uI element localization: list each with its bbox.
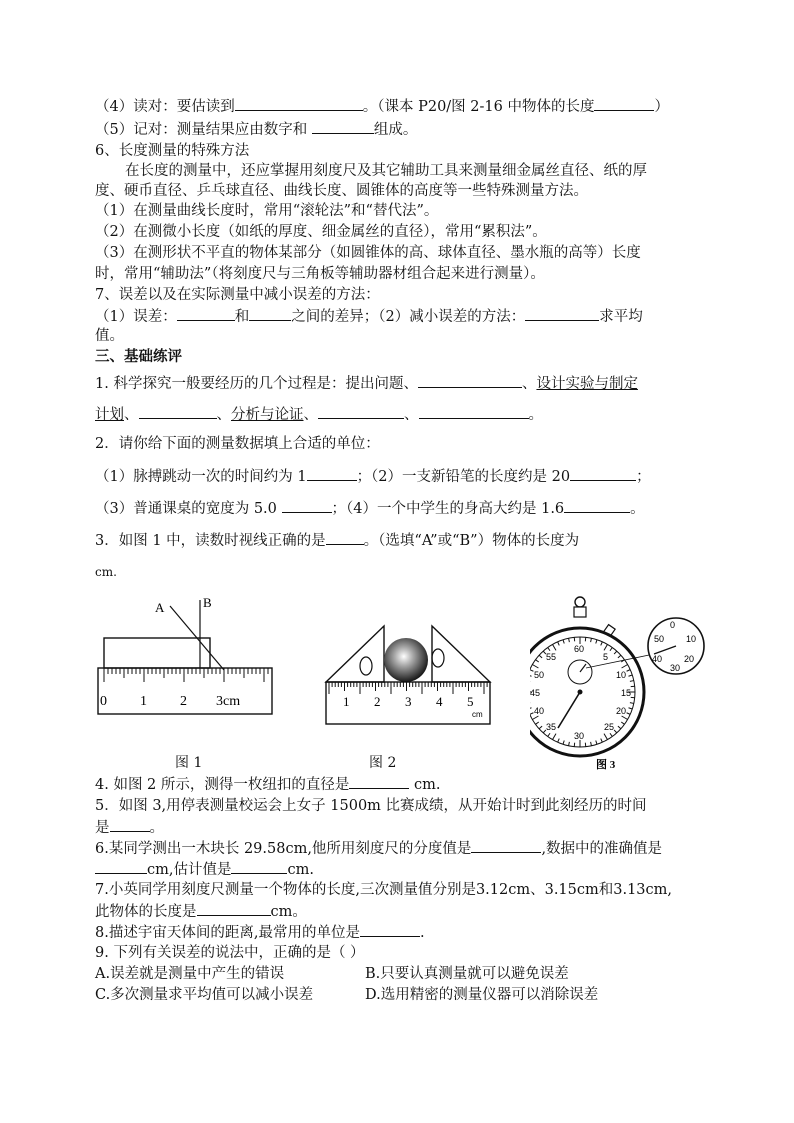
figure-2-button-measure [322,624,492,728]
q1-end: 。 [528,407,543,423]
blank[interactable] [312,119,374,134]
heading-7: 7、误差以及在实际测量中减小误差的方法： [95,287,380,303]
blank[interactable] [570,466,636,481]
q3-text2: 。（选填“A”或“B”）物体的长度为 [363,533,580,549]
blank[interactable] [326,530,364,545]
para-6-line2: 度、硬币直径、乒乓球直径、曲线长度、圆锥体的高度等一些特殊测量方法。 [95,183,588,199]
dial-label: 20 [616,706,627,716]
question-2: 2．请你给下面的测量数据填上合适的单位： [95,436,380,452]
tick-label-3: 3cm [216,694,241,709]
figure-3-caption: 图 3 [596,759,616,771]
q8-end: . [419,925,425,941]
option-a[interactable]: A.误差就是测量中产生的错误 [95,966,285,982]
blank[interactable] [95,859,147,874]
triangle-hole [432,649,444,667]
error-and: 和 [234,309,250,325]
dial-label: 15 [621,688,632,698]
blank[interactable] [418,373,522,388]
blank[interactable] [318,404,404,419]
question-9: 9. 下列有关误差的说法中，正确的是（ ） [95,945,365,961]
para-6-line1: 在长度的测量中，还应掌握用刻度尺及其它辅助工具来测量细金属丝直径、纸的厚 [125,163,647,179]
error-line2: 值。 [95,328,124,344]
q2-text: （1）脉搏跳动一次的时间约为 1 [95,469,307,485]
question-7-line1: 7.小英同学用刻度尺测量一个物体的长度,三次测量值分别是3.12cm、3.15cm和3.13cm, [95,882,673,898]
blank[interactable] [139,404,217,419]
blank[interactable] [231,859,287,874]
tick-label-1: 1 [343,694,350,709]
blank[interactable] [471,838,541,853]
figure-2-caption: 图 2 [369,755,397,771]
error-text: （1）误差： [95,309,177,325]
q5-end: 。 [149,820,164,836]
dial-label: 40 [534,706,545,716]
stopwatch-ring [575,597,585,607]
figure-1-caption: 图 1 [175,755,203,771]
dial-label: 60 [574,644,585,654]
question-1-line2 [95,404,543,425]
step-5 [95,119,417,140]
dial-label: 55 [546,652,557,662]
measured-block [104,638,210,668]
tick-label-1: 1 [140,694,147,709]
q7-end: cm。 [270,904,307,920]
blank[interactable] [177,306,235,321]
tick-label-2: 2 [374,694,381,709]
label-a: A [155,600,165,615]
tick-label-3: 3 [405,694,412,709]
method-3-line1: （3）在测形状不平直的物体某部分（如圆锥体的高、球体直径、墨水瓶的高等）长度 [95,245,641,261]
blank[interactable] [282,498,332,513]
blank[interactable] [564,498,630,513]
blank[interactable] [594,96,654,111]
heading-6: 6、长度测量的特殊方法 [95,143,250,159]
dial-label: 10 [616,670,627,680]
tick-label-2: 2 [180,694,187,709]
q6-text3: cm,估计值是 [147,862,232,878]
dial-label: 35 [546,722,557,732]
question-3-unit: cm. [95,565,117,579]
q1-sep: 、 [521,376,537,392]
blank[interactable] [197,901,271,916]
question-7-line2 [95,901,307,922]
step-4-text2: 。（课本 P20/图 2-16 中物体的长度 [362,99,595,115]
step-4-end: ） [654,99,669,115]
question-5-line1: 5．如图 3,用停表测量校运会上女子 1500m 比赛成绩，从开始计时到此刻经历的时间 [95,798,647,814]
question-5-line2 [95,817,164,838]
dial-label: 25 [604,722,615,732]
q2-text4: ；（4）一个中学生的身高大约是 1.6 [331,501,565,517]
subdial-label: 40 [652,654,663,664]
q2-text2: ；（2）一支新铅笔的长度约是 20 [356,469,571,485]
q1-plan: 计划 [95,407,124,423]
step-5-text: （5）记对：测量结果应由数字和 [95,122,312,138]
question-6-line1 [95,838,662,859]
q8-text: 8.描述宇宙天体间的距离,最常用的单位是 [95,925,360,941]
q2-end: 。 [630,501,645,517]
dial-label: 45 [530,688,541,698]
section-3-heading: 三、基础练评 [95,348,182,365]
dial-label: 30 [574,731,585,741]
triangle-left [326,626,384,682]
q6-end: cm. [287,862,314,878]
subdial-label: 0 [670,620,676,630]
question-6-line2 [95,859,314,880]
hand-pivot [578,690,583,695]
question-1 [95,373,638,394]
q6-text2: ,数据中的准确值是 [541,841,663,857]
method-1: （1）在测量曲线长度时，常用“滚轮法”和“替代法”。 [95,203,439,219]
blank[interactable] [525,306,599,321]
question-4 [95,774,440,795]
error-line [95,306,643,327]
q1-analysis: 分析与论证 [231,407,304,423]
q7-text: 此物体的长度是 [95,904,197,920]
subdial-label: 30 [670,663,681,673]
q1-sep: 、 [124,407,139,423]
blank[interactable] [360,922,420,937]
subdial-label: 50 [654,634,665,644]
step-4-text: （4）读对：要估读到 [95,99,235,115]
error-text3: 求平均 [599,309,643,325]
blank[interactable] [419,404,529,419]
question-8 [95,922,425,943]
q1-sep: 、 [404,407,419,423]
figure-3-stopwatch [530,596,706,772]
tick-label-5: 5 [467,694,474,709]
blank[interactable] [235,96,363,111]
figure-1-ruler [96,594,278,722]
option-b[interactable]: B.只要认真测量就可以避免误差 [365,966,569,982]
question-2-a [95,466,651,487]
tick-label-0: 0 [100,694,107,709]
q1-sep: 、 [216,407,231,423]
blank[interactable] [249,306,291,321]
option-d[interactable]: D.选用精密的测量仪器可以消除误差 [365,987,599,1003]
triangle-hole [360,657,372,675]
q5-text: 是 [95,820,110,836]
dial-label: 50 [534,670,545,680]
button-ball [384,638,428,682]
blank[interactable] [307,466,357,481]
q3-text: 3．如图 1 中，读数时视线正确的是 [95,533,326,549]
unit-label: cm [472,710,483,719]
subdial-label: 10 [686,634,697,644]
question-3 [95,530,579,551]
q2-end: ； [636,469,651,485]
q6-text: 6.某同学测出一木块长 29.58cm,他所用刻度尺的分度值是 [95,841,472,857]
blank[interactable] [110,817,150,832]
q1-sep: 、 [303,407,318,423]
method-3-line2: 时，常用“辅助法”（将刻度尺与三角板等辅助器材组合起来进行测量）。 [95,266,545,282]
stopwatch-crown [574,607,586,617]
tick-label-4: 4 [436,694,443,709]
label-b: B [203,595,212,610]
q1-underlined: 设计实验与制定 [536,376,638,392]
q2-text3: （3）普通课桌的宽度为 5.0 [95,501,282,517]
question-2-b [95,498,645,519]
option-c[interactable]: C.多次测量求平均值可以减小误差 [95,987,314,1003]
step-4 [95,96,669,117]
dial-label: 5 [603,652,609,662]
step-5-text2: 组成。 [373,122,418,138]
q1-text: 1. 科学探究一般要经历的几个过程是：提出问题、 [95,376,418,392]
subdial-label: 20 [684,654,695,664]
method-2: （2）在测微小长度（如纸的厚度、细金属丝的直径），常用“累积法”。 [95,224,547,240]
triangle-right [432,626,490,682]
q4-text: 4. 如图 2 所示，测得一枚纽扣的直径是 [95,777,350,793]
q4-unit: cm. [409,777,441,793]
blank[interactable] [349,774,409,789]
error-text2: 之间的差异；（2）减小误差的方法： [291,309,526,325]
